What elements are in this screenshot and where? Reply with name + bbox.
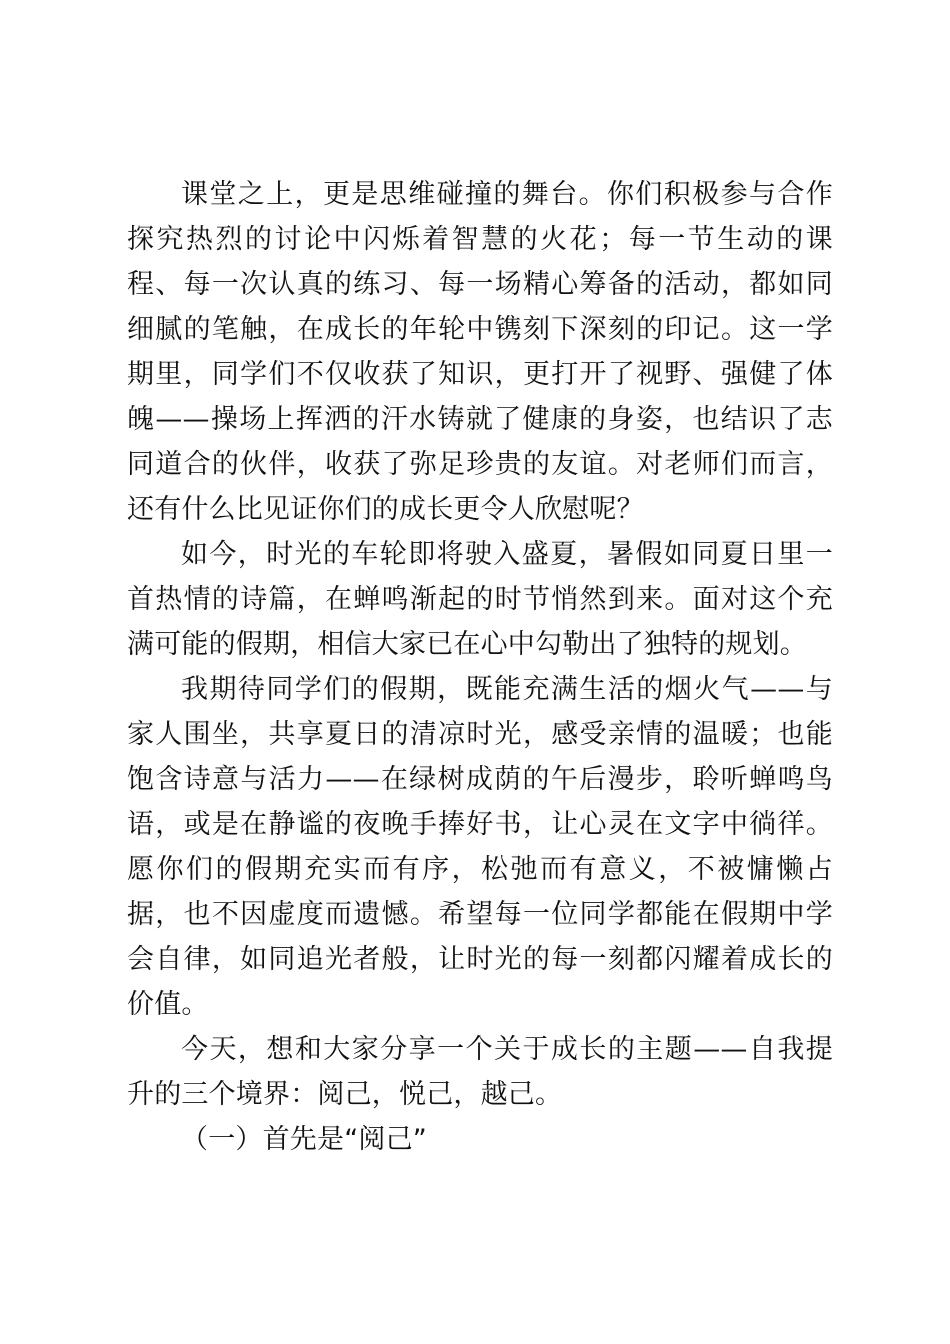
paragraph-summer: 如今，时光的车轮即将驶入盛夏，暑假如同夏日里一首热情的诗篇，在蝉鸣渐起的时节悄然到来。面对这个充满可能的假期，相信大家已在心中勾勒出了独特的规划。 [127,539,833,660]
paragraph-expectations: 我期待同学们的假期，既能充满生活的烟火气——与家人围坐，共享夏日的清凉时光，感受亲情的温暖；也能饱含诗意与活力——在绿树成荫的午后漫步，聆听蝉鸣鸟语，或是在静谧的夜晚手捧好书，让心灵在文字中徜徉。愿你们的假期充实而有序，松弛而有意义，不被慵懒占据，也不因虚度而遗憾。希望每一位同学都能在假期中学会自律，如同追光者般，让时光的每一刻都闪耀着成长的价值。 [127,674,833,1020]
section-heading: （一）首先是“阅己” [181,1124,427,1155]
body-text [127,172,833,1162]
paragraph-classroom: 课堂之上，更是思维碰撞的舞台。你们积极参与合作探究热烈的讨论中闪烁着智慧的火花；每一节生动的课程、每一次认真的练习、每一场精心筹备的活动，都如同细腻的笔触，在成长的年轮中镌刻下深刻的印记。这一学期里，同学们不仅收获了知识，更打开了视野、强健了体魄——操场上挥洒的汗水铸就了健康的身姿，也结识了志同道合的伙伴，收获了弥足珍贵的友谊。对老师们而言，还有什么比见证你们的成长更令人欣慰呢？ [127,179,833,525]
paragraph-theme: 今天，想和大家分享一个关于成长的主题——自我提升的三个境界：阅己，悦己，越己。 [127,1034,833,1110]
